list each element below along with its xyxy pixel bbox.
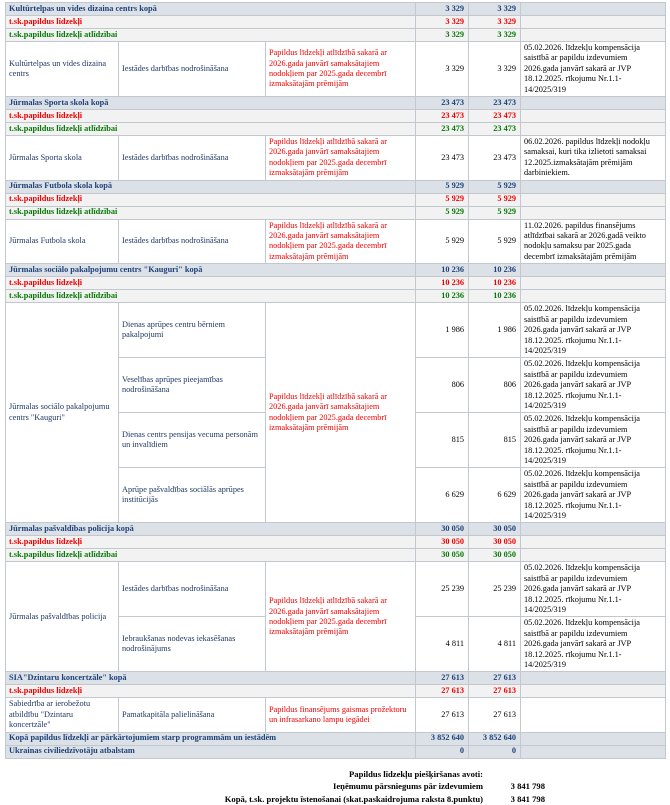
additional-remuneration-label: t.sk.papildus līdzekļi atlīdzībai [6, 290, 416, 303]
additional-funds-amount-1: 27 613 [416, 685, 469, 698]
additional-remuneration-row [6, 29, 666, 42]
activity-cell: Dienas aprūpes centru bērniem pakalpojumi [119, 303, 266, 358]
institution-cell: Jūrmalas sociālo pakalpojumu centrs "Kauguri" [6, 303, 119, 523]
additional-funds-label: t.sk.papildus līdzekļi [6, 110, 416, 123]
section-total-label: Jūrmalas Futbola skola kopā [6, 180, 416, 193]
footer-total-line [5, 793, 567, 805]
additional-remuneration-note-empty [521, 290, 666, 303]
detail-row [6, 42, 666, 97]
footer-source-label: Ieņēmumu pārsniegums pār izdevumiem [333, 781, 483, 792]
section-total-amount-2: 3 329 [469, 3, 521, 16]
section-total-row [6, 672, 666, 685]
additional-funds-amount-2: 23 473 [469, 110, 521, 123]
additional-funds-amount-1: 30 050 [416, 536, 469, 549]
ukraine-support-row [6, 745, 666, 758]
detail-row [6, 562, 666, 617]
section-total-amount-2: 27 613 [469, 672, 521, 685]
additional-funds-note-empty [521, 536, 666, 549]
activity-cell: Iestādes darbības nodrošināšana [119, 219, 266, 264]
amount-cell: 1 986 [416, 303, 469, 358]
ukraine-support-amount-1: 0 [416, 745, 469, 758]
section-total-amount-1: 23 473 [416, 97, 469, 110]
note-cell [521, 698, 666, 732]
section-total-row [6, 3, 666, 16]
amount-cell: 6 629 [416, 468, 469, 523]
additional-remuneration-row [6, 206, 666, 219]
additional-remuneration-label: t.sk.papildus līdzekļi atlīdzībai [6, 206, 416, 219]
section-total-label: Jūrmalas pašvaldības policija kopā [6, 523, 416, 536]
footer-source-value: 3 841 798 [510, 781, 545, 792]
amount-cell: 3 329 [416, 42, 469, 97]
amount-cell: 5 929 [416, 219, 469, 264]
additional-funds-row [6, 110, 666, 123]
budget-table [5, 2, 666, 759]
section-total-label: Jūrmalas sociālo pakalpojumu centrs "Kauguri" kopā [6, 264, 416, 277]
footer [5, 768, 567, 805]
amount-cell: 23 473 [416, 136, 469, 181]
detail-row [6, 303, 666, 358]
additional-remuneration-label: t.sk.papildus līdzekļi atlīdzībai [6, 549, 416, 562]
amount-cell: 25 239 [469, 562, 521, 617]
section-total-row [6, 264, 666, 277]
footer-total-value: 3 841 798 [510, 793, 545, 804]
additional-funds-amount-2: 10 236 [469, 277, 521, 290]
additional-funds-label: t.sk.papildus līdzekļi [6, 193, 416, 206]
grand-total-amount-1: 3 852 640 [416, 732, 469, 745]
additional-funds-note-empty [521, 110, 666, 123]
section-total-amount-1: 3 329 [416, 3, 469, 16]
amount-cell: 806 [469, 358, 521, 413]
additional-remuneration-note-empty [521, 29, 666, 42]
amount-cell: 5 929 [469, 219, 521, 264]
amount-cell: 27 613 [416, 698, 469, 732]
section-total-row [6, 523, 666, 536]
section-total-label: Kultūrtelpas un vides dizaina centrs kopā [6, 3, 416, 16]
grand-total-note-empty [521, 732, 666, 745]
activity-cell: Veselības aprūpes pieejamības nodrošināšana [119, 358, 266, 413]
additional-funds-label: t.sk.papildus līdzekļi [6, 16, 416, 29]
note-cell: 06.02.2026. papildus līdzekļi nodokļu samaksai, kuri tika izlietoti samaksai 12.2025.izmaksātajām prēmijām darbiniekiem. [521, 136, 666, 181]
additional-remuneration-amount-2: 23 473 [469, 123, 521, 136]
additional-funds-row [6, 16, 666, 29]
activity-cell: Aprūpe pašvaldības sociālās aprūpes institūcijās [119, 468, 266, 523]
activity-cell: Iestādes darbības nodrošināšana [119, 42, 266, 97]
section-total-label: Jūrmalas Sporta skola kopā [6, 97, 416, 110]
additional-funds-note-empty [521, 277, 666, 290]
section-total-label: SIA"Dzintaru koncertzāle" kopā [6, 672, 416, 685]
section-total-amount-2: 23 473 [469, 97, 521, 110]
amount-cell: 23 473 [469, 136, 521, 181]
additional-funds-note-empty [521, 685, 666, 698]
additional-remuneration-row [6, 290, 666, 303]
institution-cell: Jūrmalas Sporta skola [6, 136, 119, 181]
amount-cell: 25 239 [416, 562, 469, 617]
description-cell: Papildus finansējums gaismas prožektoru un infrasarkano lampu iegādei [266, 698, 416, 732]
activity-cell: Iestādes darbības nodrošināšana [119, 562, 266, 617]
additional-funds-amount-1: 3 329 [416, 16, 469, 29]
additional-remuneration-row [6, 123, 666, 136]
note-cell: 05.02.2026. līdzekļu kompensācija saistībā ar papildu izdevumiem 2026.gada janvārī sakarā ar JVP 18.12.2025. rīkojumu Nr.1.1-14/2025/319 [521, 562, 666, 617]
additional-funds-amount-1: 5 929 [416, 193, 469, 206]
additional-funds-amount-2: 30 050 [469, 536, 521, 549]
description-cell: Papildus līdzekļi atlīdzībā sakarā ar 2026.gada janvārī samaksātajiem nodokļiem par 2025.gada decembrī izmaksātajām prēmijām [266, 219, 416, 264]
amount-cell: 27 613 [469, 698, 521, 732]
institution-cell: Jūrmalas pašvaldības policija [6, 562, 119, 672]
additional-funds-note-empty [521, 193, 666, 206]
additional-funds-row [6, 277, 666, 290]
activity-cell: Dienas centrs pensijas vecuma personām un invalīdiem [119, 413, 266, 468]
note-cell: 05.02.2026. līdzekļu kompensācija saistībā ar papildu izdevumiem 2026.gada janvārī sakarā ar JVP 18.12.2025. rīkojumu Nr.1.1-14/2025/319 [521, 617, 666, 672]
description-cell: Papildus līdzekļi atlīdzībā sakarā ar 2026.gada janvārī samaksātajiem nodokļiem par 2025.gada decembrī izmaksātajām prēmijām [266, 42, 416, 97]
section-total-amount-2: 10 236 [469, 264, 521, 277]
additional-funds-note-empty [521, 16, 666, 29]
section-total-amount-1: 30 050 [416, 523, 469, 536]
amount-cell: 4 811 [469, 617, 521, 672]
section-total-note-empty [521, 672, 666, 685]
ukraine-support-note-empty [521, 745, 666, 758]
additional-funds-amount-2: 27 613 [469, 685, 521, 698]
additional-remuneration-amount-2: 10 236 [469, 290, 521, 303]
note-cell: 05.02.2026. līdzekļu kompensācija saistībā ar papildu izdevumiem 2026.gada janvārī sakarā ar JVP 18.12.2025. rīkojumu Nr.1.1-14/2025/319 [521, 468, 666, 523]
amount-cell: 6 629 [469, 468, 521, 523]
amount-cell: 815 [416, 413, 469, 468]
additional-remuneration-label: t.sk.papildus līdzekļi atlīdzībai [6, 29, 416, 42]
ukraine-support-amount-2: 0 [469, 745, 521, 758]
note-cell: 05.02.2026. līdzekļu kompensācija saistībā ar papildu izdevumiem 2026.gada janvārī sakarā ar JVP 18.12.2025. rīkojumu Nr.1.1-14/2025/319 [521, 303, 666, 358]
section-total-note-empty [521, 180, 666, 193]
activity-cell: Iebraukšanas nodevas iekasēšanas nodrošinājums [119, 617, 266, 672]
additional-funds-row [6, 193, 666, 206]
section-total-amount-2: 5 929 [469, 180, 521, 193]
additional-funds-amount-1: 23 473 [416, 110, 469, 123]
institution-cell: Sabiedrība ar ierobežotu atbildību "Dzintaru koncertzāle" [6, 698, 119, 732]
activity-cell: Iestādes darbības nodrošināšana [119, 136, 266, 181]
section-total-note-empty [521, 264, 666, 277]
section-total-amount-1: 10 236 [416, 264, 469, 277]
section-total-amount-2: 30 050 [469, 523, 521, 536]
additional-funds-label: t.sk.papildus līdzekļi [6, 685, 416, 698]
section-total-note-empty [521, 3, 666, 16]
footer-source-line [5, 780, 567, 793]
footer-heading-value [483, 768, 567, 781]
institution-cell: Jūrmalas Futbola skola [6, 219, 119, 264]
amount-cell: 1 986 [469, 303, 521, 358]
description-cell: Papildus līdzekļi atlīdzībā sakarā ar 2026.gada janvārī samaksātajiem nodokļiem par 2025.gada decembrī izmaksātajām prēmijām [266, 136, 416, 181]
description-cell: Papildus līdzekļi atlīdzībā sakarā ar 2026.gada janvārī samaksātajiem nodokļiem par 2025.gada decembrī izmaksātajām prēmijām [266, 303, 416, 523]
additional-remuneration-amount-2: 5 929 [469, 206, 521, 219]
additional-remuneration-row [6, 549, 666, 562]
section-total-note-empty [521, 523, 666, 536]
additional-remuneration-amount-1: 5 929 [416, 206, 469, 219]
additional-remuneration-note-empty [521, 206, 666, 219]
grand-total-amount-2: 3 852 640 [469, 732, 521, 745]
description-cell: Papildus līdzekļi atlīdzībā sakarā ar 2026.gada janvārī samaksātajiem nodokļiem par 2025.gada decembrī izmaksātajām prēmijām [266, 562, 416, 672]
additional-remuneration-amount-1: 23 473 [416, 123, 469, 136]
section-total-note-empty [521, 97, 666, 110]
amount-cell: 3 329 [469, 42, 521, 97]
additional-remuneration-amount-1: 30 050 [416, 549, 469, 562]
ukraine-support-label: Ukrainas civiliedzīvotāju atbalstam [6, 745, 416, 758]
additional-funds-label: t.sk.papildus līdzekļi [6, 277, 416, 290]
additional-remuneration-amount-1: 3 329 [416, 29, 469, 42]
grand-total-row [6, 732, 666, 745]
section-total-row [6, 180, 666, 193]
note-cell: 05.02.2026. līdzekļu kompensācija saistībā ar papildu izdevumiem 2026.gada janvārī sakarā ar JVP 18.12.2025. rīkojumu Nr.1.1-14/2025/319 [521, 358, 666, 413]
note-cell: 11.02.2026. papildus finansējums atlīdzībai sakarā ar 2026.gadā veikto nodokļu samaksu par 2025.gada decembrī izmaksātajām prēmijām [521, 219, 666, 264]
additional-funds-amount-1: 10 236 [416, 277, 469, 290]
additional-funds-amount-2: 3 329 [469, 16, 521, 29]
note-cell: 05.02.2026. līdzekļu kompensācija saistībā ar papildu izdevumiem 2026.gada janvārī sakarā ar JVP 18.12.2025. rīkojumu Nr.1.1-14/2025/319 [521, 42, 666, 97]
additional-remuneration-amount-2: 30 050 [469, 549, 521, 562]
footer-heading: Papildus līdzekļu piešķiršanas avoti: [349, 768, 483, 779]
section-total-amount-1: 5 929 [416, 180, 469, 193]
additional-remuneration-amount-1: 10 236 [416, 290, 469, 303]
additional-remuneration-note-empty [521, 123, 666, 136]
additional-funds-label: t.sk.papildus līdzekļi [6, 536, 416, 549]
amount-cell: 806 [416, 358, 469, 413]
note-cell: 05.02.2026. līdzekļu kompensācija saistībā ar papildu izdevumiem 2026.gada janvārī sakarā ar JVP 18.12.2025. rīkojumu Nr.1.1-14/2025/319 [521, 413, 666, 468]
amount-cell: 4 811 [416, 617, 469, 672]
additional-funds-row [6, 536, 666, 549]
institution-cell: Kultūrtelpas un vides dizaina centrs [6, 42, 119, 97]
amount-cell: 815 [469, 413, 521, 468]
detail-row [6, 219, 666, 264]
additional-remuneration-amount-2: 3 329 [469, 29, 521, 42]
grand-total-label: Kopā papildus līdzekļi ar pārkārtojumiem starp programmām un iestādēm [6, 732, 416, 745]
footer-total-label: Kopā, t.sk. projektu īstenošanai (skat.paskaidrojuma raksta 8.punktu) [224, 793, 483, 804]
additional-funds-amount-2: 5 929 [469, 193, 521, 206]
section-total-amount-1: 27 613 [416, 672, 469, 685]
detail-row [6, 698, 666, 732]
footer-heading-row [5, 768, 567, 781]
additional-remuneration-note-empty [521, 549, 666, 562]
additional-remuneration-label: t.sk.papildus līdzekļi atlīdzībai [6, 123, 416, 136]
detail-row [6, 136, 666, 181]
section-total-row [6, 97, 666, 110]
budget-table-body [6, 3, 666, 759]
additional-funds-row [6, 685, 666, 698]
activity-cell: Pamatkapitāla palielināšana [119, 698, 266, 732]
